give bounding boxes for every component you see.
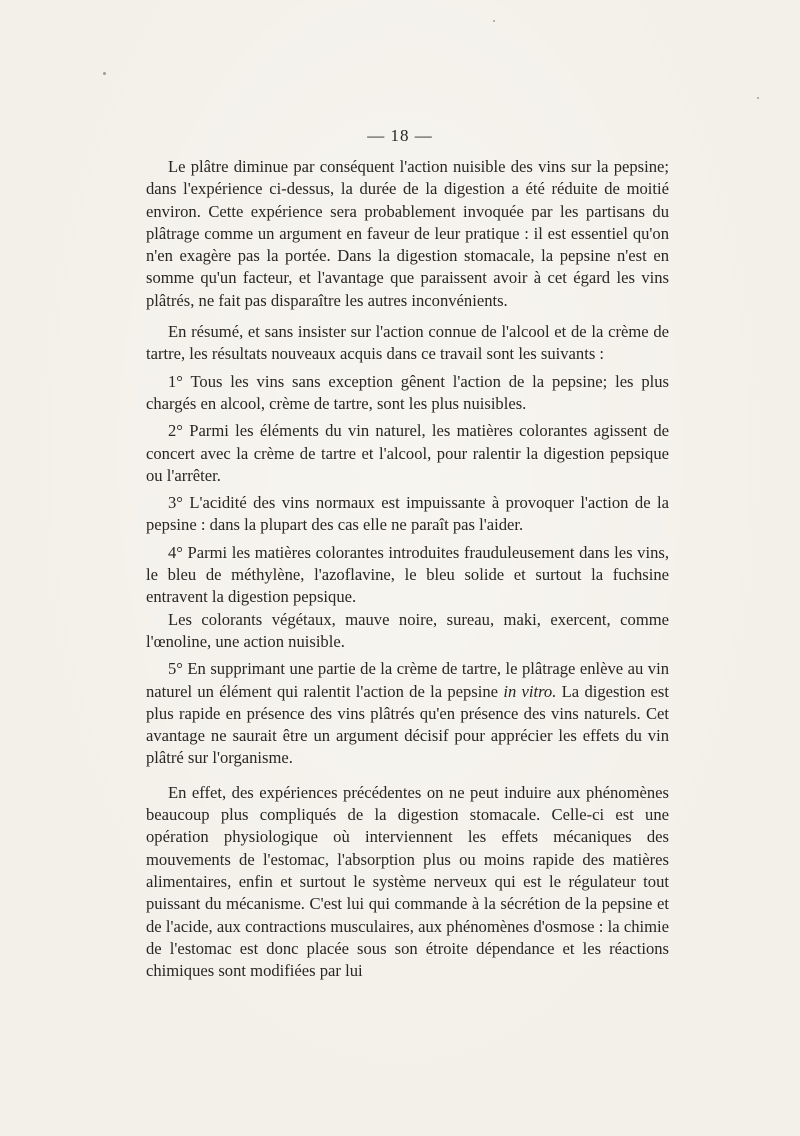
page-number: — 18 — <box>367 126 433 145</box>
paragraph: Les colorants végétaux, mauve noire, sureau, maki, exercent, comme l'œnoline, une action nuisible. <box>146 609 669 651</box>
paragraph-text: La digestion est plus rapide en présence des vins plâtrés qu'en présence des vins naturels. Cet avantage ne saurait être un argument décisif pour apprécier les effets du vin plâtré sur l'organisme. <box>146 681 669 768</box>
paper-speck <box>493 20 495 22</box>
paragraph: 3° L'acidité des vins normaux est impuissante à provoquer l'action de la pepsine : dans la plupart des cas elle ne paraît pas l'aider. <box>146 493 669 535</box>
paragraph: 2° Parmi les éléments du vin naturel, les matières colorantes agissent de concert avec la crème de tartre et l'alcool, pour ralentir la digestion pepsique ou l'arrêter. <box>146 421 669 485</box>
paragraph: 4° Parmi les matières colorantes introduites frauduleusement dans les vins, le bleu de méthylène, l'azoflavine, le bleu solide et surtout la fuchsine entravent la digestion pepsique. <box>146 542 669 607</box>
italic-phrase: in vitro. <box>503 681 557 701</box>
paragraph: En résumé, et sans insister sur l'action connue de l'alcool et de la crème de tartre, les résultats nouveaux acquis dans ce travail sont les suivants : <box>146 322 669 364</box>
body-text <box>146 156 669 982</box>
paragraph: Le plâtre diminue par conséquent l'action nuisible des vins sur la pepsine; dans l'expérience ci-dessus, la durée de la digestion a été réduite de moitié environ. Cette expérience sera probablement invoquée par les partisans du plâtrage comme un argument en faveur de leur pratique : il est essentiel qu'on n'en exagère pas la portée. Dans la digestion stomacale, la pepsine n'est en somme qu'un facteur, et l'avantage que paraissent avoir à cet égard les vins plâtrés, ne fait pas disparaître les autres inconvénients. <box>146 157 669 310</box>
paragraph <box>146 658 669 769</box>
paper-speck <box>103 72 106 75</box>
paragraph-text: 5° En supprimant une partie de la crème de tartre, le plâtrage enlève au vin naturel un élément qui ralentit l'action de la pepsine <box>146 659 669 701</box>
paragraph: 1° Tous les vins sans exception gênent l'action de la pepsine; les plus chargés en alcool, crème de tartre, sont les plus nuisibles. <box>146 371 669 413</box>
paper-speck <box>757 97 759 99</box>
paragraph: En effet, des expériences précédentes on ne peut induire aux phénomènes beaucoup plus compliqués de la digestion stomacale. Celle-ci est une opération physiologique où interviennent les effets mécaniques des mouvements de l'estomac, l'absorption plus ou moins rapide des matières alimentaires, enfin et surtout le système nerveux qui est le régulateur tout puissant du mécanisme. C'est lui qui commande à la sécrétion de la pepsine et de l'acide, aux contractions musculaires, aux phénomènes d'osmose : la chimie de l'estomac est donc placée sous son étroite dépendance et les réactions chimiques sont modifiées par lui <box>146 782 669 981</box>
